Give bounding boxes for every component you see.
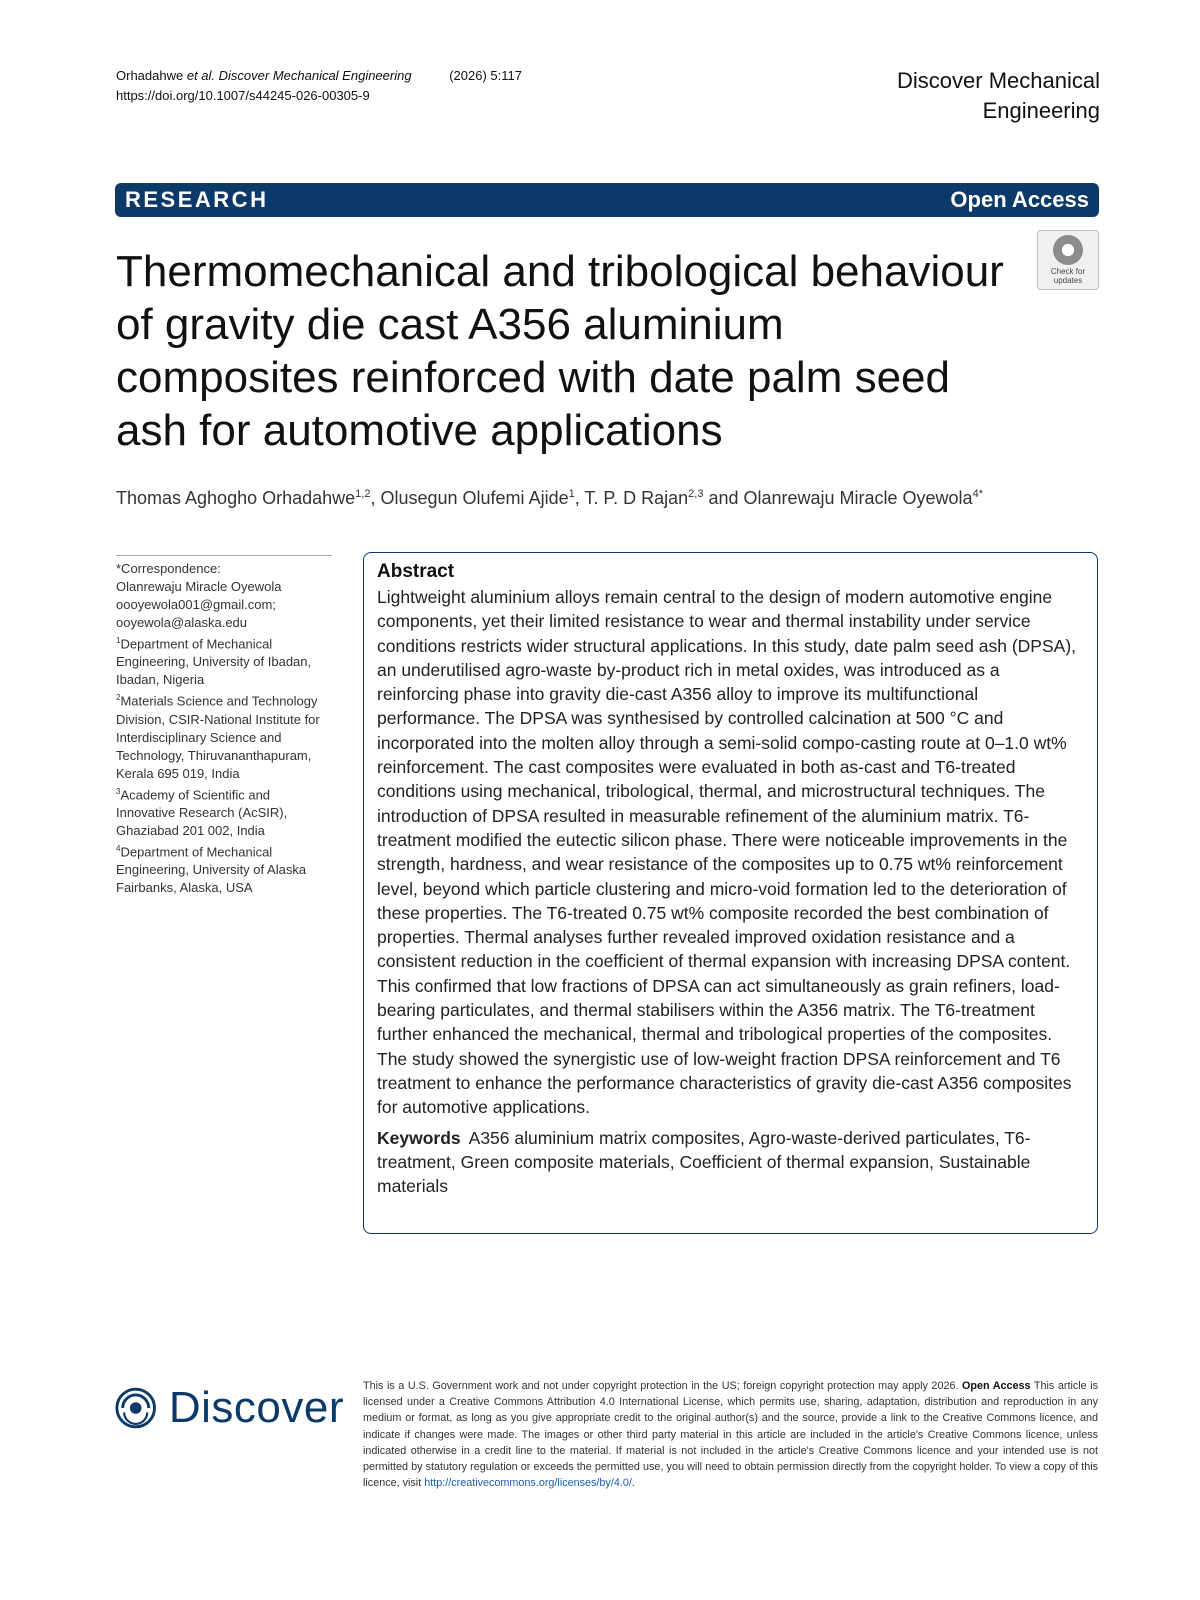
affiliation-text: Department of Mechanical Engineering, University of Alaska Fairbanks, Alaska, USA <box>116 844 307 896</box>
check-for-updates-badge[interactable] <box>1037 230 1099 290</box>
abstract-box <box>363 552 1098 1234</box>
sidebar-correspondence <box>116 555 332 897</box>
article-title: Thermomechanical and tribological behaviour of gravity die cast A356 aluminium composites reinforced with date palm seed ash for automotive applications <box>116 247 1004 455</box>
correspondence-name: Olanrewaju Miracle Oyewola <box>116 579 282 594</box>
affiliation-number: 2 <box>116 693 121 703</box>
author-name[interactable]: Thomas Aghogho Orhadahwe <box>116 488 356 508</box>
abstract-heading: Abstract <box>377 561 455 582</box>
affiliation-item <box>116 689 332 782</box>
check-updates-icon <box>1053 235 1083 265</box>
journal-name-line1: Discover Mechanical <box>897 68 1100 93</box>
citation-author: Orhadahwe <box>116 68 184 83</box>
author-name[interactable]: Olanrewaju Miracle Oyewola <box>743 488 973 508</box>
journal-name-line2: Engineering <box>982 98 1100 123</box>
check-updates-text: Check for updates <box>1050 267 1086 285</box>
author-name[interactable]: T. P. D Rajan <box>584 488 689 508</box>
discover-logo <box>114 1378 344 1438</box>
keywords <box>377 1126 1085 1199</box>
citation <box>116 66 522 106</box>
doi-link[interactable]: https://doi.org/10.1007/s44245-026-00305-9 <box>116 88 370 103</box>
article-type-label: RESEARCH <box>125 187 269 212</box>
open-access-label: Open Access <box>950 187 1089 212</box>
license-end: . <box>631 1477 635 1490</box>
author-name[interactable]: Olusegun Olufemi Ajide <box>380 488 569 508</box>
discover-logo-icon <box>114 1378 159 1438</box>
discover-logo-text: Discover <box>168 1383 344 1432</box>
author-affiliation-marker: 1 <box>568 488 575 500</box>
author-separator: , <box>574 488 585 508</box>
citation-journal: et al. Discover Mechanical Engineering <box>186 68 412 83</box>
page-header <box>116 66 1100 126</box>
license-link[interactable]: http://creativecommons.org/licenses/by/4.0/ <box>424 1477 632 1490</box>
affiliation-list <box>116 632 332 897</box>
sidebar-divider <box>116 555 332 556</box>
author-separator: , <box>370 488 381 508</box>
license-prefix: This is a U.S. Government work and not under copyright protection in the US; foreign copyright protection may apply 2026. <box>363 1380 959 1392</box>
correspondence-email-1[interactable]: oooyewola001@gmail.com; <box>116 597 276 612</box>
affiliation-number: 4 <box>116 843 121 853</box>
correspondence-label: *Correspondence: <box>116 561 221 576</box>
article-type-banner <box>115 183 1099 217</box>
author-list <box>116 481 1106 511</box>
affiliation-item <box>116 632 332 689</box>
keywords-label: Keywords <box>377 1127 461 1148</box>
license-statement <box>363 1378 1098 1491</box>
keywords-text: A356 aluminium matrix composites, Agro-waste-derived particulates, T6-treatment, Green composite materials, Coefficient of thermal expansion, Sustainable materials <box>377 1127 1031 1197</box>
affiliation-item <box>116 783 332 840</box>
affiliation-number: 3 <box>116 786 121 796</box>
license-open-access: Open Access <box>962 1380 1031 1392</box>
author-affiliation-marker: 4* <box>972 488 983 500</box>
affiliation-text: Academy of Scientific and Innovative Research (AcSIR), Ghaziabad 201 002, India <box>116 786 288 838</box>
abstract-text: Lightweight aluminium alloys remain central to the design of modern automotive engine components, yet their limited resistance to wear and thermal instability under service conditions restricts wider structural applications. In this study, date palm seed ash (DPSA), an underutilised agro-waste by-product rich in metal oxides, was introduced as a reinforcing phase into gravity die-cast A356 alloy to improve its multifunctional performance. The DPSA was synthesised by controlled calcination at 500 °C and incorporated into the molten alloy through a semi-solid compo-casting route at 0–1.0 wt% reinforcement. The cast composites were evaluated in both as-cast and T6-treated conditions using mechanical, tribological, thermal, and microstructural techniques. The introduction of DPSA resulted in measurable refinement of the aluminium matrix. T6-treatment modified the eutectic silicon phase. There were noticeable improvements in the strength, hardness, and wear resistance of the composites up to 0.75 wt% reinforcement level, beyond which particle clustering and micro-void formation led to the deterioration of these properties. The T6-treated 0.75 wt% composite recorded the best combination of properties. Thermal analyses further revealed improved oxidation resistance and a consistent reduction in the coefficient of thermal expansion with increasing DPSA content. This confirmed that low fractions of DPSA can act simultaneously as grain refiners, load-bearing particulates, and thermal stabilisers within the A356 matrix. The T6-treatment further enhanced the mechanical, thermal and tribological properties of the composites. The study showed the synergistic use of low-weight fraction DPSA reinforcement and T6 treatment to enhance the performance characteristics of gravity die-cast A356 composites for automotive applications. <box>377 587 1077 1118</box>
affiliation-item <box>116 840 332 897</box>
affiliation-number: 1 <box>116 636 121 645</box>
journal-name <box>897 66 1100 126</box>
author-affiliation-marker: 1,2 <box>355 488 371 500</box>
author-affiliation-marker: 2,3 <box>688 488 704 500</box>
license-body: This article is licensed under a Creative Commons Attribution 4.0 International License, which permits use, sharing, adaptation, distribution and reproduction in any medium or format, as long as you give appropriate credit to the original author(s) and the source, provide a link to the Creative Commons licence, and indicate if changes were made. The images or other third party material in this article are included in the article's Creative Commons licence, unless indicated otherwise in a credit line to the material. If material is not included in the article's Creative Commons licence and your intended use is not permitted by statutory regulation or exceeds the permitted use, you will need to obtain permission directly from the copyright holder. To view a copy of this licence, visit <box>363 1380 1099 1490</box>
affiliation-text: Materials Science and Technology Division, CSIR-National Institute for Interdisciplinary Science and Technology, Thiruvananthapuram, Kerala 695 019, India <box>116 693 320 781</box>
citation-volume: (2026) 5:117 <box>449 68 522 83</box>
correspondence-email-2[interactable]: ooyewola@alaska.edu <box>116 615 248 630</box>
author-separator: and <box>703 488 744 508</box>
affiliation-text: Department of Mechanical Engineering, University of Ibadan, Ibadan, Nigeria <box>116 636 312 688</box>
